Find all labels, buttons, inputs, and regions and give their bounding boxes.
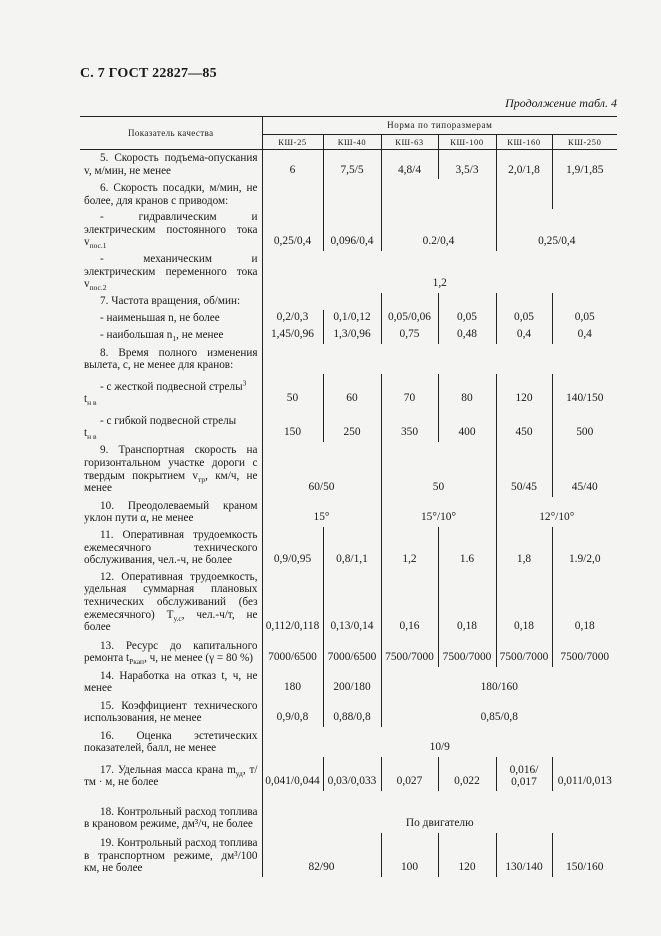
value-cell: 120 bbox=[438, 833, 496, 877]
value-cell: 0,05 bbox=[574, 311, 595, 324]
value-cell: 0,096/0,4 bbox=[323, 209, 381, 251]
value-cell: По двигателю bbox=[405, 817, 474, 830]
value-cell: 0,016/ 0,017 bbox=[496, 757, 552, 791]
indicator-cell: 17. Удельная масса крана $m_{уд}$, т/тм · м, не более bbox=[80, 757, 262, 791]
value-cell: 0,8/1,1 bbox=[323, 527, 381, 569]
indicator-cell: 5. Скорость подъема-опускания v, м/мин, не менее bbox=[80, 150, 262, 180]
norm-column-header: Норма по типоразмерам bbox=[262, 117, 617, 135]
indicator-cell: 19. Контрольный расход топлива в транспортном режиме, дм³/100 км, не более bbox=[80, 833, 262, 877]
value-cell: 0,13/0,14 bbox=[323, 569, 381, 636]
table-row bbox=[80, 569, 617, 636]
value-cell: 1,2 bbox=[432, 277, 447, 290]
table-row bbox=[80, 497, 617, 527]
value-cell: 1,9/1,85 bbox=[566, 163, 604, 176]
value-cell: 0,18 bbox=[496, 569, 552, 636]
table-row bbox=[80, 310, 617, 327]
value-cell: 0,4 bbox=[577, 328, 592, 341]
table-continuation-label: Продолжение табл. 4 bbox=[505, 96, 617, 110]
value-cell: 50 bbox=[381, 442, 496, 497]
value-cell: 0,05/0,06 bbox=[381, 310, 438, 327]
value-cell: 150 bbox=[262, 408, 323, 442]
indicator-cell: - с жесткой подвесной стрелы$^3$ $t_{н в}$ bbox=[80, 374, 262, 408]
value-cell: 3,5/3 bbox=[438, 150, 496, 180]
table-row bbox=[80, 791, 617, 833]
value-cell: 140/150 bbox=[566, 392, 604, 405]
value-cell: 1.9/2,0 bbox=[568, 553, 601, 566]
value-cell: 12°/10° bbox=[539, 511, 575, 524]
value-cell: 350 bbox=[381, 408, 438, 442]
value-cell: 0,16 bbox=[381, 569, 438, 636]
page-title: С. 7 ГОСТ 22827—85 bbox=[80, 66, 217, 81]
table-row bbox=[80, 408, 617, 442]
value-cell: 0,48 bbox=[438, 327, 496, 344]
value-cell: 7,5/5 bbox=[323, 150, 381, 180]
value-cell: 0,25/0,4 bbox=[262, 209, 323, 251]
table-row bbox=[80, 150, 617, 180]
table-row bbox=[80, 757, 617, 791]
value-cell: 0,011/0,013 bbox=[557, 775, 612, 788]
value-cell: 1,2 bbox=[381, 527, 438, 569]
value-cell: 1.6 bbox=[438, 527, 496, 569]
indicator-cell: 12. Оперативная трудоемкость, удельная суммарная плановых технических обслуживаний (без ежемесячного) $T_{у.с}$, чел.-ч/т, не более bbox=[80, 569, 262, 636]
indicator-cell: - с гибкой подвесной стрелы $t_{н в}$ bbox=[80, 408, 262, 442]
indicator-cell: - механическим и электрическим переменного тока $v_{пос.2}$ bbox=[80, 251, 262, 293]
indicator-cell: 9. Транспортная скорость на горизонтальном участке дороги с твердым покрытием $v_{тр}$, км/ч, не менее bbox=[80, 442, 262, 497]
indicator-cell: 13. Ресурс до капитального ремонта $t_{Ркап}$, ч, не менее (γ = 80 %) bbox=[80, 636, 262, 667]
indicator-cell: 16. Оценка эстетических показателей, балл, не менее bbox=[80, 727, 262, 757]
value-cell: 0,022 bbox=[438, 757, 496, 791]
value-cell: 7500/7000 bbox=[496, 636, 552, 667]
value-cell: 7500/7000 bbox=[438, 636, 496, 667]
indicator-cell: 8. Время полного изменения вылета, с, не менее для кранов: bbox=[80, 344, 262, 374]
value-cell: 100 bbox=[381, 833, 438, 877]
value-cell: 200/180 bbox=[323, 667, 381, 697]
table-row bbox=[80, 442, 617, 497]
value-cell: 15°/10° bbox=[381, 497, 496, 527]
value-cell: 0,2/0,3 bbox=[262, 310, 323, 327]
size-header: КШ-40 bbox=[323, 135, 381, 150]
table-row bbox=[80, 327, 617, 344]
value-cell: 0,9/0,8 bbox=[262, 697, 323, 727]
table-row bbox=[80, 344, 617, 374]
table-row bbox=[80, 667, 617, 697]
value-cell: 0,03/0,033 bbox=[323, 757, 381, 791]
value-cell: 0,75 bbox=[381, 327, 438, 344]
size-header: КШ-100 bbox=[438, 135, 496, 150]
value-cell: 0,1/0,12 bbox=[323, 310, 381, 327]
value-cell: 45/40 bbox=[571, 481, 598, 494]
value-cell: 7000/6500 bbox=[262, 636, 323, 667]
value-cell: 6 bbox=[262, 150, 323, 180]
value-cell: 250 bbox=[323, 408, 381, 442]
value-cell: 0,88/0,8 bbox=[323, 697, 381, 727]
indicator-cell: 6. Скорость посадки, м/мин, не более, для кранов с приводом: bbox=[80, 179, 262, 209]
size-header: КШ-250 bbox=[552, 135, 617, 150]
indicator-cell: 11. Оперативная трудоемкость ежемесячного технического обслуживания, чел.-ч, не более bbox=[80, 527, 262, 569]
value-cell: 0.2/0,4 bbox=[381, 209, 496, 251]
value-cell: 50 bbox=[262, 374, 323, 408]
value-cell: 7500/7000 bbox=[381, 636, 438, 667]
value-cell: 60 bbox=[323, 374, 381, 408]
value-cell: 0,85/0,8 bbox=[480, 711, 518, 724]
value-cell: 50/45 bbox=[496, 442, 552, 497]
table-row bbox=[80, 251, 617, 293]
value-cell: 0,05 bbox=[496, 310, 552, 327]
indicator-cell: - гидравлическим и электрическим постоянного тока $v_{пос.1}$ bbox=[80, 209, 262, 251]
value-cell: 120 bbox=[496, 374, 552, 408]
indicator-cell: 14. Наработка на отказ t, ч, не менее bbox=[80, 667, 262, 697]
value-cell: 0,041/0,044 bbox=[262, 757, 323, 791]
indicator-column-header: Показатель качества bbox=[80, 117, 262, 150]
table-row bbox=[80, 209, 617, 251]
value-cell: 450 bbox=[496, 408, 552, 442]
indicator-cell: 7. Частота вращения, об/мин: bbox=[80, 293, 262, 310]
indicator-cell: - наименьшая n, не более bbox=[80, 310, 262, 327]
value-cell: 0,027 bbox=[381, 757, 438, 791]
indicator-cell: 15. Коэффициент технического использования, не менее bbox=[80, 697, 262, 727]
value-cell: 15° bbox=[262, 497, 381, 527]
value-cell: 180 bbox=[262, 667, 323, 697]
value-cell: 0,05 bbox=[438, 310, 496, 327]
value-cell: 2,0/1,8 bbox=[496, 150, 552, 180]
indicator-cell: 10. Преодолеваемый краном уклон пути α, не менее bbox=[80, 497, 262, 527]
table-row bbox=[80, 527, 617, 569]
table-row bbox=[80, 727, 617, 757]
size-header: КШ-63 bbox=[381, 135, 438, 150]
value-cell: 7500/7000 bbox=[560, 651, 610, 664]
indicator-cell: - наибольшая $n_1$, не менее bbox=[80, 327, 262, 344]
value-cell: 0,9/0,95 bbox=[262, 527, 323, 569]
value-cell: 150/160 bbox=[566, 861, 604, 874]
value-cell: 1,8 bbox=[496, 527, 552, 569]
value-cell: 70 bbox=[381, 374, 438, 408]
value-cell: 0,25/0,4 bbox=[538, 235, 576, 248]
quality-table bbox=[80, 116, 617, 877]
value-cell: 180/160 bbox=[480, 681, 518, 694]
table-row bbox=[80, 636, 617, 667]
indicator-cell: 18. Контрольный расход топлива в крановом режиме, дм³/ч, не более bbox=[80, 791, 262, 833]
value-cell: 82/90 bbox=[262, 833, 381, 877]
value-cell: 130/140 bbox=[496, 833, 552, 877]
value-cell: 0,4 bbox=[496, 327, 552, 344]
table-row bbox=[80, 179, 617, 209]
value-cell: 0,18 bbox=[438, 569, 496, 636]
value-cell: 60/50 bbox=[262, 442, 381, 497]
value-cell: 500 bbox=[576, 426, 594, 439]
value-cell: 7000/6500 bbox=[323, 636, 381, 667]
value-cell: 0,18 bbox=[574, 620, 595, 633]
value-cell: 4,8/4 bbox=[381, 150, 438, 180]
value-cell: 10/9 bbox=[429, 741, 450, 754]
table-row bbox=[80, 374, 617, 408]
size-header: КШ-160 bbox=[496, 135, 552, 150]
size-header: КШ-25 bbox=[262, 135, 323, 150]
value-cell: 0,112/0,118 bbox=[262, 569, 323, 636]
table-row bbox=[80, 293, 617, 310]
value-cell: 80 bbox=[438, 374, 496, 408]
table-row bbox=[80, 697, 617, 727]
value-cell: 400 bbox=[438, 408, 496, 442]
value-cell: 1,3/0,96 bbox=[323, 327, 381, 344]
value-cell: 1,45/0,96 bbox=[262, 327, 323, 344]
table-row bbox=[80, 833, 617, 877]
